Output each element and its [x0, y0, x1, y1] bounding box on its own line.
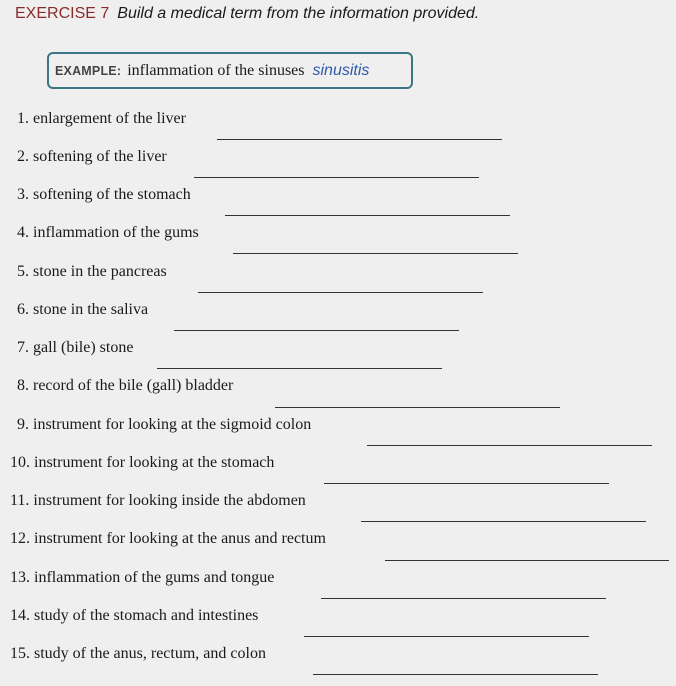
item-text: 13. inflammation of the gums and tongue — [10, 569, 275, 586]
item-text: 5. stone in the pancreas — [17, 263, 167, 280]
item-text: 14. study of the stomach and intestines — [10, 607, 259, 624]
item-text: 1. enlargement of the liver — [17, 110, 186, 127]
example-tag: EXAMPLE: — [55, 63, 122, 78]
item-text: 8. record of the bile (gall) bladder — [17, 377, 234, 394]
answer-line[interactable] — [313, 674, 598, 675]
item-text: 9. instrument for looking at the sigmoid colon — [17, 416, 312, 433]
item-text: 7. gall (bile) stone — [17, 339, 134, 356]
answer-line[interactable] — [194, 177, 479, 178]
item-text: 11. instrument for looking inside the abdomen — [10, 492, 306, 509]
answer-line[interactable] — [275, 407, 560, 408]
item-text: 15. study of the anus, rectum, and colon — [10, 645, 266, 662]
answer-line[interactable] — [321, 598, 606, 599]
exercise-instruction: Build a medical term from the information provided. — [117, 5, 480, 22]
example-text: inflammation of the sinuses — [127, 61, 305, 79]
item-text: 12. instrument for looking at the anus and rectum — [10, 530, 326, 547]
item-text: 2. softening of the liver — [17, 148, 167, 165]
answer-line[interactable] — [174, 330, 459, 331]
exercise-heading — [15, 5, 479, 23]
answer-line[interactable] — [385, 560, 669, 561]
answer-line[interactable] — [367, 445, 652, 446]
answer-line[interactable] — [198, 292, 483, 293]
item-text: 6. stone in the saliva — [17, 301, 149, 318]
item-text: 4. inflammation of the gums — [17, 224, 199, 241]
example-answer: sinusitis — [312, 61, 370, 79]
item-text: 3. softening of the stomach — [17, 186, 191, 203]
answer-line[interactable] — [225, 215, 510, 216]
answer-line[interactable] — [361, 521, 646, 522]
item-text: 10. instrument for looking at the stomach — [10, 454, 275, 471]
exercise-label: EXERCISE 7 — [15, 5, 110, 22]
example-box — [47, 52, 413, 89]
answer-line[interactable] — [157, 368, 442, 369]
answer-line[interactable] — [233, 253, 518, 254]
answer-line[interactable] — [304, 636, 589, 637]
answer-line[interactable] — [217, 139, 502, 140]
answer-line[interactable] — [324, 483, 609, 484]
